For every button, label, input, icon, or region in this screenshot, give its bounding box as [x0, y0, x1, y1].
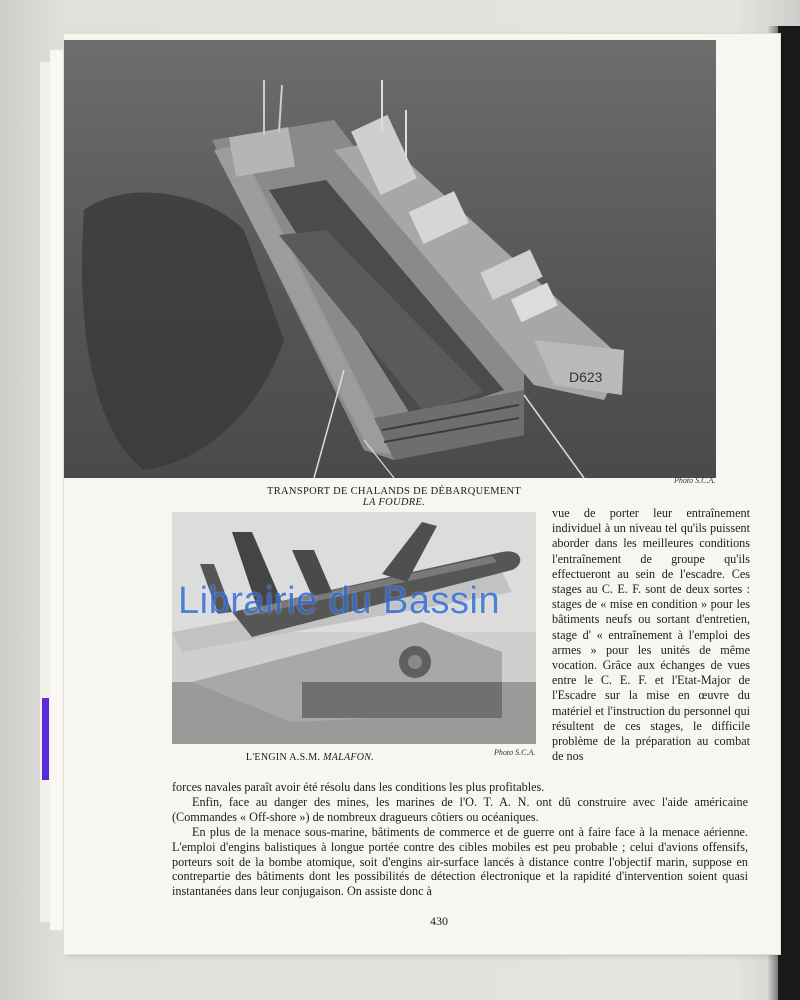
book-cover-edge [778, 26, 800, 1000]
right-column-paragraph: vue de porter leur entraînement individuel à un niveau tel qu'ils puissent aborder dans les meilleures conditions l'entraînement de groupe qu'ils effectueront au sein de l'escadre. Ces stages au C. E. F. sont de deux sortes : stages de « mise en condition » pour les bâtiments neufs ou sortant d'entretien, stage d' « entraînement à l'emploi des armes » pour les unités de même vocation. Grâce aux échanges de vues entre le C. E. F. et l'Etat-Major de l'Escadre sur la mise en œuvre du matériel et l'instruction du personnel qui résultent de ces stages, le difficile problème de la préparation au combat de nos [552, 506, 750, 764]
right-column-text [552, 506, 750, 764]
missile-photo-illustration [172, 512, 536, 744]
book-page [64, 34, 780, 954]
mid-photo-caption [200, 752, 420, 763]
page-stack-edge [50, 50, 65, 930]
ship-photo-illustration [64, 40, 716, 478]
bookmark-tab [42, 698, 49, 780]
page-number: 430 [430, 914, 448, 928]
top-caption-ship-name: LA FOUDRE. [362, 497, 426, 508]
body-text [172, 780, 748, 899]
top-caption-prefix: TRANSPORT DE CHALANDS DE DÉBARQUEMENT [267, 486, 521, 497]
mid-caption-name: MALAFON. [323, 752, 375, 763]
mid-photo-credit: Photo S.C.A. [494, 748, 536, 757]
missile-photo [172, 512, 536, 744]
ship-photo [64, 40, 716, 478]
body-paragraph-1: forces navales paraît avoir été résolu dans les conditions les plus profitables. [172, 780, 545, 794]
top-photo-caption [264, 486, 524, 508]
body-paragraph-2: Enfin, face au danger des mines, les marines de l'O. T. A. N. ont dû construire avec l'aide américaine (Commandes « Off-shore ») de nombreux dragueurs côtiers ou océaniques. [172, 794, 748, 824]
body-paragraph-3: En plus de la menace sous-marine, bâtiments de commerce et de guerre ont à faire face à la menace aérienne. L'emploi d'engins balistiques à longue portée contre des cibles mobiles est peu probable ; celui d'avions offensifs, porteurs soit de la bombe atomique, soit d'engins air-surface lancés à distance contre l'objectif marin, suppose en contrepartie des bâtiments dont les possibilités de détection électronique et la rapidité d'intervention soient quasi instantanées dans leur conjugaison. On assiste donc à [172, 824, 748, 899]
hull-number: D623 [569, 369, 603, 385]
watermark-text: Librairie du Bassin [178, 580, 501, 622]
mid-caption-prefix: L'ENGIN A.S.M. [245, 752, 321, 763]
top-photo-credit: Photo S.C.A. [674, 476, 716, 485]
